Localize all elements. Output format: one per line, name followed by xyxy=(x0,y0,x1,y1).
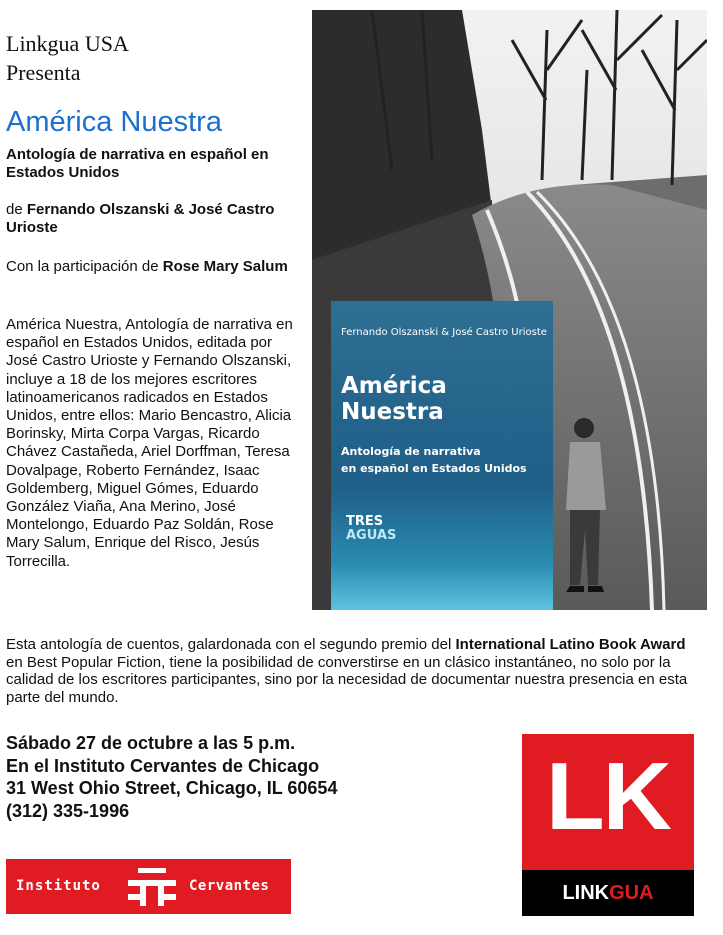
event-venue: En el Instituto Cervantes de Chicago xyxy=(6,755,320,776)
statement-part2: en Best Popular Fiction, tiene la posibilidad de converstirse en un clásico instantáneo, no solo por la calidad de los escritores participantes, sino por la necesidad de documentar nuestra presencia en esta parte del mundo. xyxy=(6,653,688,706)
linkgua-word-part2: GUA xyxy=(609,882,654,904)
event-date: Sábado 27 de octubre a las 5 p.m. xyxy=(6,733,296,753)
event-phone: (312) 335-1996 xyxy=(6,800,130,821)
linkgua-word-part1: LINK xyxy=(562,882,610,904)
author-2: José Castro Urioste xyxy=(6,201,275,236)
book-description: América Nuestra, Antología de narrativa en español en Estados Unidos, editada por José Castro Urioste y Fernando Olszanski, incluye a 18 de los mejores escritores latinoamericanos radicados en Estados Unidos, entre ellos: Mario Bencastro, Alicia Borinsky, Mirta Corpa Vargas, Ricardo Chávez Castañeda, Ariel Dorffman, Teresa Dovalpage, Roberto Fernández, Isaac Goldemberg, Miguel Gómes, Eduardo González Viaña, Ana Merino, José Montelongo, Eduardo Paz Soldán, Rose Mary Salum, Enrique del Risco, Jesús Torrecilla. xyxy=(6,316,293,570)
author-1: Fernando Olszanski xyxy=(26,201,170,218)
book-cover-image xyxy=(312,10,707,610)
cervantes-logo-right-text: Cervantes xyxy=(189,878,270,894)
participation-prefix: Con la participación de xyxy=(6,258,163,275)
linkgua-logo xyxy=(522,734,694,916)
participation xyxy=(6,258,306,276)
authors-prefix: de xyxy=(6,201,27,218)
linkgua-logo-letters: LK xyxy=(546,743,670,850)
award-name: International Latino Book Award xyxy=(455,636,686,653)
linkgua-logo-wordmark xyxy=(522,882,694,905)
award-statement xyxy=(6,636,706,706)
publisher-line2: AGUAS xyxy=(346,528,397,543)
statement-part1: Esta antología de cuentos, galardonada con el segundo premio del xyxy=(6,636,456,653)
book-authors xyxy=(6,201,306,237)
cover-subtitle-line1: Antología de narrativa xyxy=(341,445,481,458)
participant-name: Rose Mary Salum xyxy=(162,258,288,275)
cover-title-panel xyxy=(331,301,553,610)
event-details xyxy=(6,732,337,822)
cover-title: América Nuestra xyxy=(341,373,447,425)
cover-authors: Fernando Olszanski & José Castro Urioste xyxy=(341,327,547,338)
tres-aguas-logo xyxy=(346,514,416,576)
authors-joiner: & xyxy=(169,201,189,218)
linkgua-logo-red-block xyxy=(522,734,694,870)
instituto-cervantes-logo xyxy=(6,859,291,914)
book-subtitle: Antología de narrativa en español en Estados Unidos xyxy=(6,146,269,181)
header-presenter: Linkgua USA xyxy=(6,31,129,56)
event-address: 31 West Ohio Street, Chicago, IL 60654 xyxy=(6,778,338,798)
cover-subtitle-line2: en español en Estados Unidos xyxy=(341,462,527,475)
publisher-line1: TRES xyxy=(346,514,384,529)
cervantes-emblem-icon xyxy=(124,866,180,908)
header-presenta: Presenta xyxy=(6,60,81,85)
book-title: América Nuestra xyxy=(6,106,222,138)
cervantes-logo-left-text: Instituto xyxy=(16,878,101,894)
